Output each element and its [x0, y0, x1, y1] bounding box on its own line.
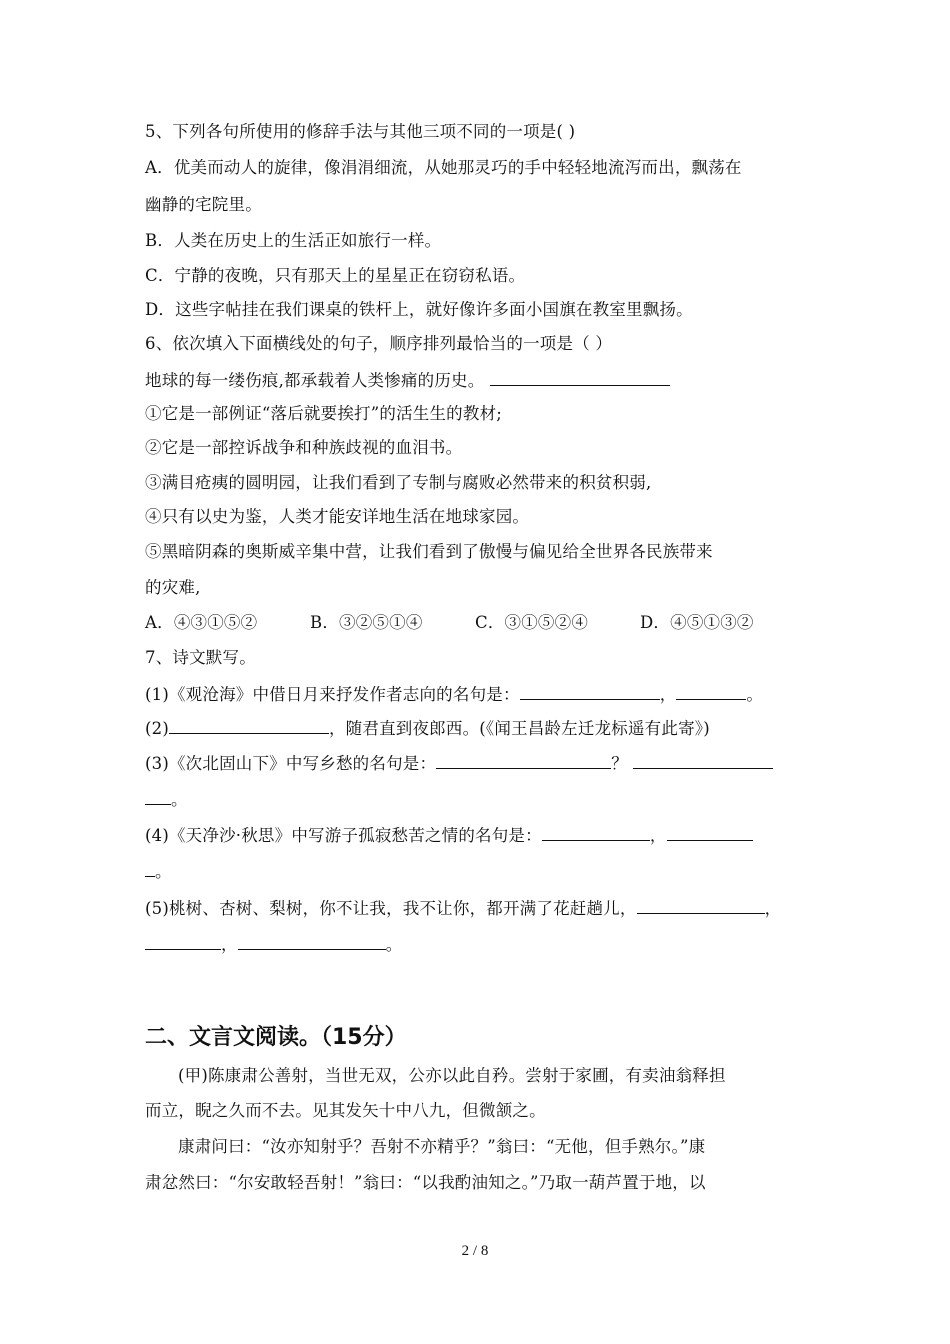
section-2-heading: 二、文言文阅读。（15分）	[145, 1025, 407, 1050]
q5-option-c: C．宁静的夜晚，只有那天上的星星正在窃窃私语。	[145, 266, 526, 285]
q6-sentence-2: ②它是一部控诉战争和种族歧视的血泪书。	[145, 438, 463, 457]
q7-1-period: 。	[746, 685, 764, 704]
q7-4-blank-2-cont	[145, 860, 155, 877]
q7-5-comma-1: ，	[764, 899, 782, 918]
q6-option-b: B．③②⑤①④	[310, 613, 423, 632]
q6-option-a: A．④③①⑤②	[145, 613, 258, 632]
q6-sentence-1: ①它是一部例证“落后就要挨打”的活生生的教材;	[145, 404, 503, 423]
passage-para-2: 康肃问曰：“汝亦知射乎？吾射不亦精乎？”翁曰：“无他，但手熟尔。”康	[178, 1137, 706, 1156]
q7-4-blank-1	[542, 824, 650, 841]
passage-para-1: (甲)陈康肃公善射，当世无双，公亦以此自矜。尝射于家圃，有卖油翁释担	[178, 1066, 726, 1085]
q7-3-period: 。	[171, 790, 188, 809]
q7-2-text: ，随君直到夜郎西。(《闻王昌龄左迁龙标遥有此寄》)	[328, 719, 710, 738]
q7-item-5-cont	[145, 933, 402, 955]
q7-stem: 7、诗文默写。	[145, 648, 256, 667]
q7-item-3	[145, 752, 773, 774]
q7-item-4	[145, 824, 753, 846]
q7-4-period: 。	[155, 862, 172, 881]
q7-5-blank-2	[145, 933, 221, 950]
q7-item-5	[145, 897, 781, 919]
q7-3-blank-2-cont	[145, 788, 171, 805]
q6-options	[145, 613, 754, 633]
q5-stem: 5、下列各句所使用的修辞手法与其他三项不同的一项是( )	[145, 122, 576, 141]
q6-sentence-3: ③满目疮痍的圆明园，让我们看到了专制与腐败必然带来的积贫积弱,	[145, 473, 652, 492]
q7-item-2	[145, 717, 710, 739]
passage-para-1-cont: 而立，睨之久而不去。见其发矢十中八九，但微颔之。	[145, 1101, 546, 1120]
q6-sentence-5: ⑤黑暗阴森的奥斯威辛集中营，让我们看到了傲慢与偏见给全世界各民族带来	[145, 542, 713, 561]
page-number: 2 / 8	[461, 1243, 489, 1259]
q7-2-num: (2)	[145, 719, 169, 738]
q6-answer-blank	[490, 369, 670, 386]
q7-1-blank-1	[520, 683, 660, 700]
q7-4-blank-2	[667, 824, 753, 841]
q6-option-c: C．③①⑤②④	[475, 613, 589, 632]
passage-para-2-cont: 肃忿然曰：“尔安敢轻吾射！”翁曰：“以我酌油知之。”乃取一葫芦置于地，以	[145, 1173, 706, 1192]
q5-option-d: D．这些字帖挂在我们课桌的铁杆上，就好像许多面小国旗在教室里飘扬。	[145, 300, 693, 319]
q6-sentence-4: ④只有以史为鉴，人类才能安详地生活在地球家园。	[145, 507, 530, 526]
q5-option-b: B．人类在历史上的生活正如旅行一样。	[145, 231, 442, 250]
q6-sentence-5-cont: 的灾难,	[145, 578, 201, 597]
q7-5-text: (5)桃树、杏树、梨树，你不让我，我不让你，都开满了花赶趟儿，	[145, 899, 637, 918]
q7-item-3-cont	[145, 788, 188, 810]
q7-5-blank-1	[637, 897, 765, 914]
q7-1-comma: ，	[659, 685, 677, 704]
q7-item-4-cont	[145, 860, 172, 882]
q7-1-text: (1)《观沧海》中借日月来抒发作者志向的名句是：	[145, 685, 520, 704]
q7-3-blank-1	[436, 752, 611, 769]
q7-3-question: ？	[611, 754, 628, 773]
q7-2-blank	[169, 717, 329, 734]
q5-option-a: A．优美而动人的旋律，像涓涓细流，从她那灵巧的手中轻轻地流泻而出，飘荡在	[145, 158, 742, 177]
q7-item-1	[145, 683, 763, 705]
q7-5-comma-2: ，	[221, 935, 238, 954]
q7-5-period: 。	[385, 935, 403, 954]
q7-3-text: (3)《次北固山下》中写乡愁的名句是：	[145, 754, 437, 773]
q5-option-a-cont: 幽静的宅院里。	[145, 195, 262, 214]
q7-3-blank-2	[633, 752, 773, 769]
q6-option-d: D．④⑤①③②	[640, 613, 754, 632]
q7-5-blank-3	[238, 933, 386, 950]
q6-intro	[145, 369, 670, 391]
q7-1-blank-2	[676, 683, 746, 700]
q6-intro-text: 地球的每一缕伤痕,都承载着人类惨痛的历史。	[145, 371, 485, 390]
q7-4-text: (4)《天净沙·秋思》中写游子孤寂愁苦之情的名句是：	[145, 826, 542, 845]
q7-4-comma: ，	[649, 826, 667, 845]
q6-stem: 6、依次填入下面横线处的句子，顺序排列最恰当的一项是（ ）	[145, 334, 613, 353]
